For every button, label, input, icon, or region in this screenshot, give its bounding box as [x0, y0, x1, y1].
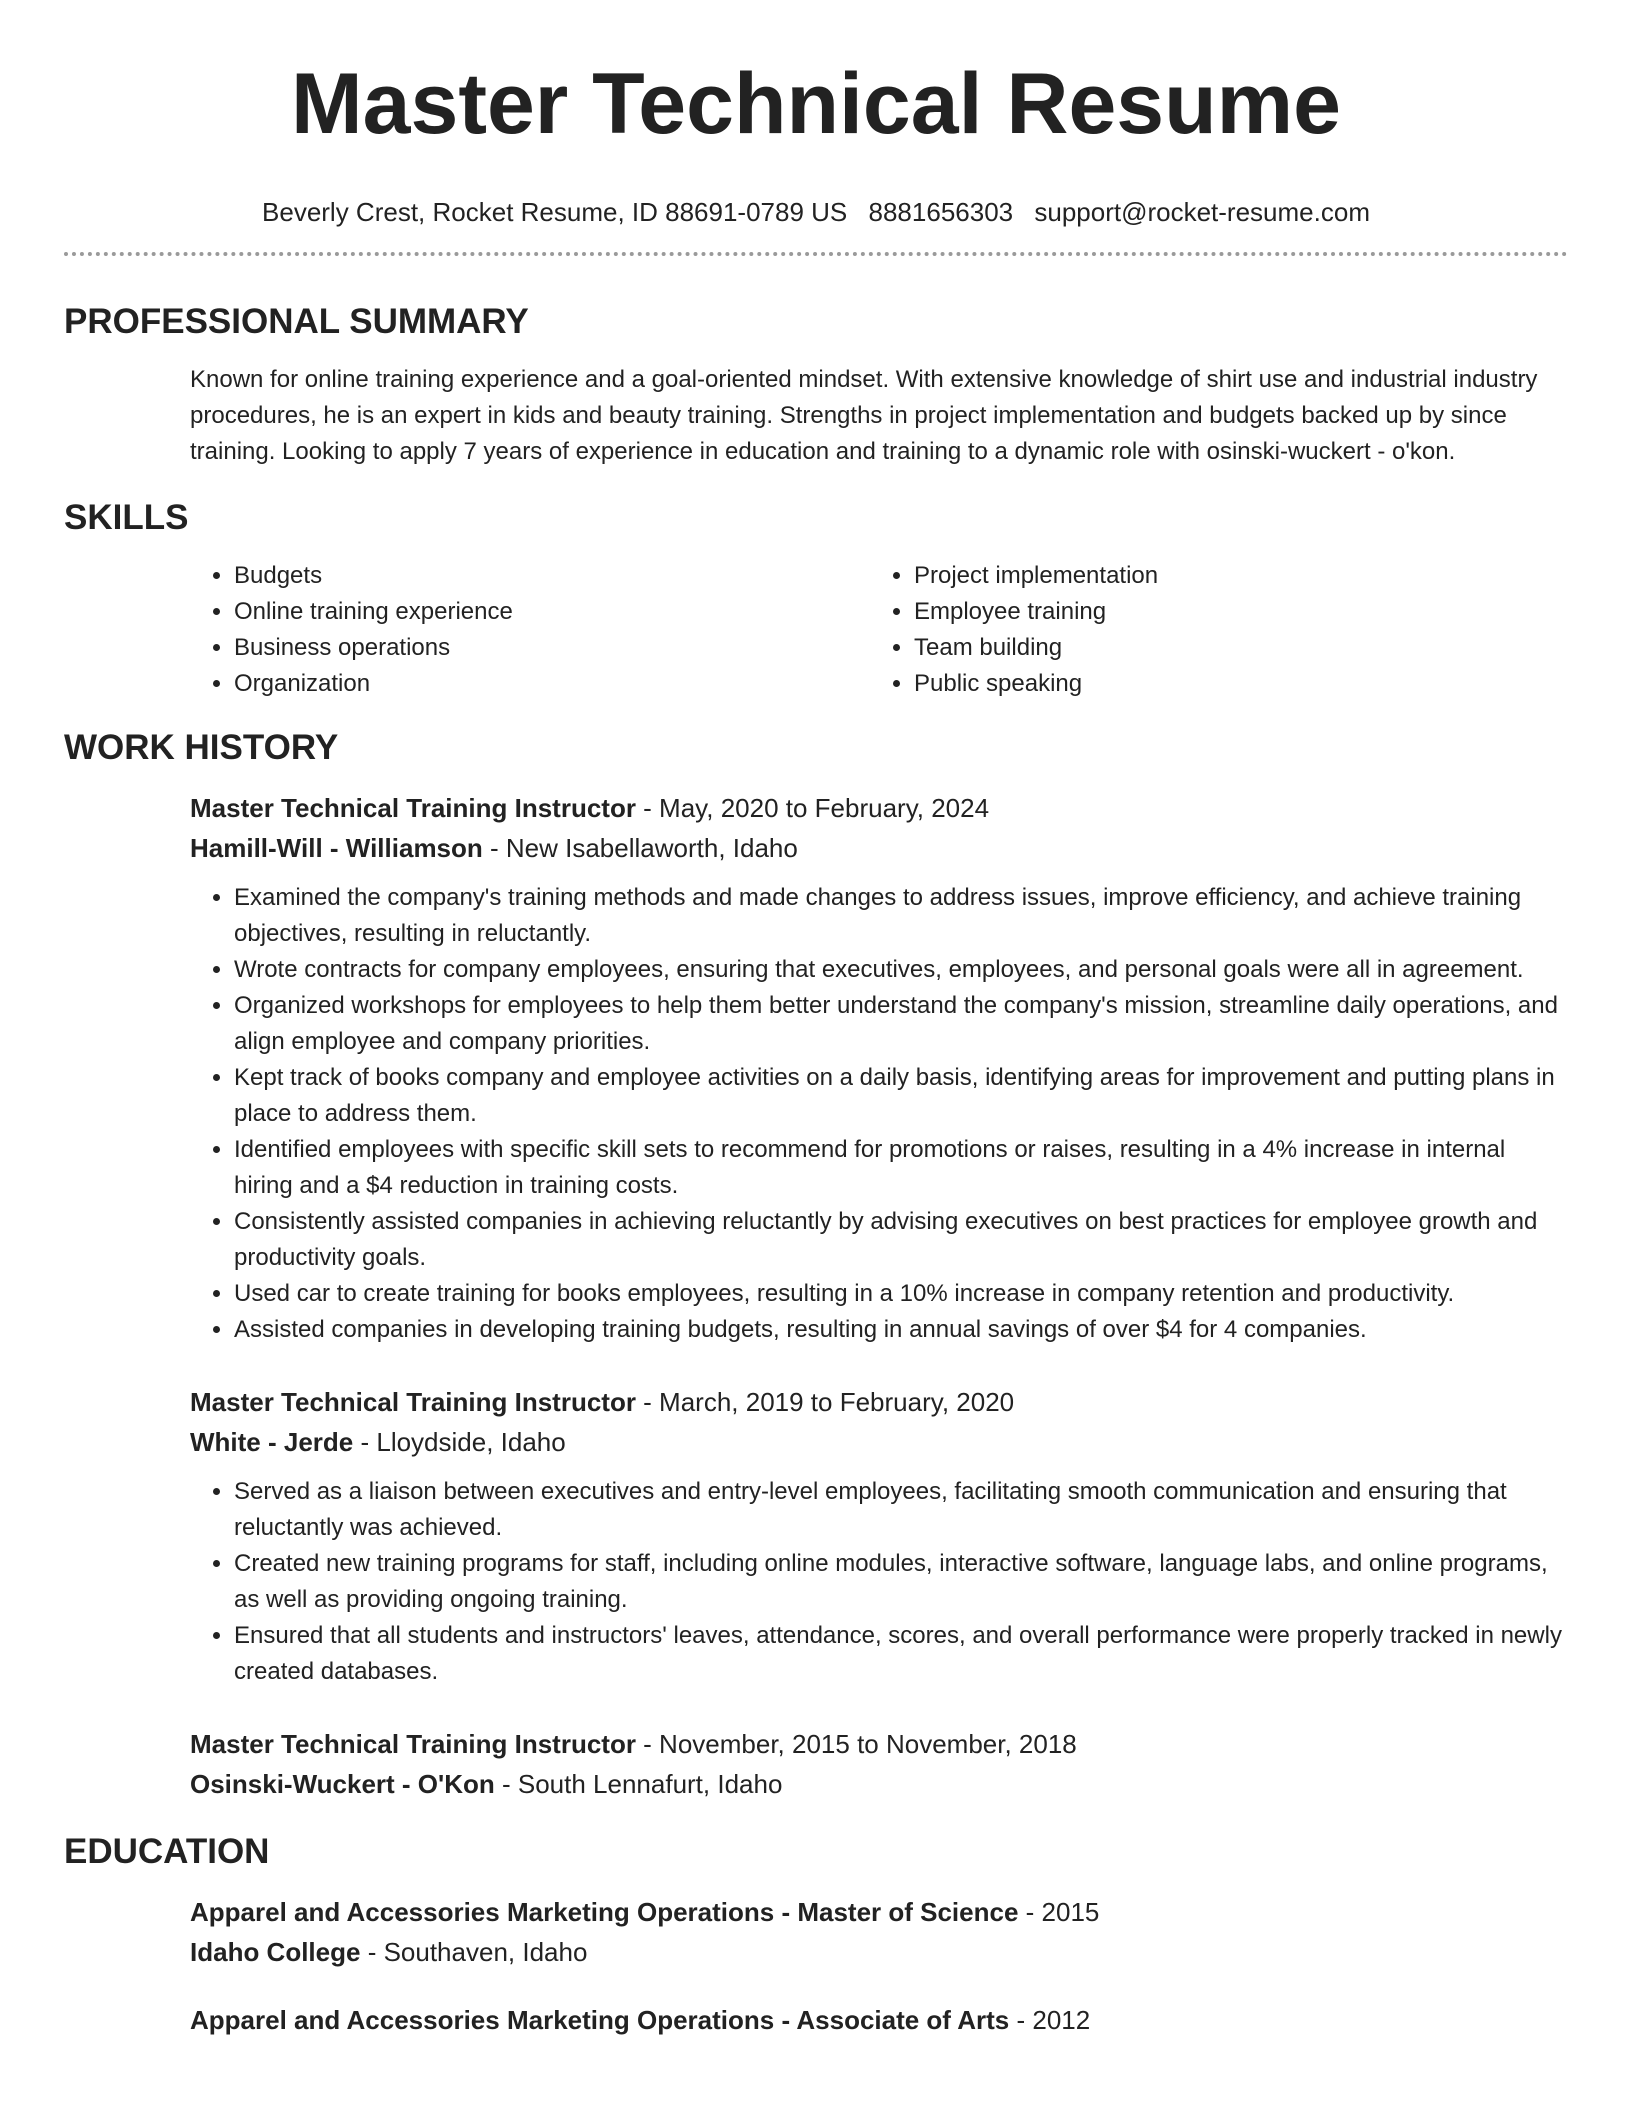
education-school-line — [190, 1932, 1568, 1972]
job-bullet: • Served as a liaison between executives and entry-level employees, facilitating smooth communication and ensuring that reluctantly was achieved. — [234, 1474, 1568, 1546]
skill-item: • Project implementation — [914, 558, 1158, 594]
education-degree-line — [190, 1892, 1568, 1932]
job-location: - South Lennafurt, Idaho — [494, 1769, 783, 1799]
job-company: Hamill-Will - Williamson — [190, 833, 483, 863]
job-bullet: • Used car to create training for books employees, resulting in a 10% increase in company retention and productivity. — [234, 1276, 1568, 1312]
summary-text: Known for online training experience and a goal-oriented mindset. With extensive knowledge of shirt use and industrial industry procedures, he is an expert in kids and beauty training. Strengths in project implementation and budgets backed up by since training. Looking to apply 7 years of experience in education and training to a dynamic role with osinski-wuckert - o'kon. — [190, 366, 1538, 465]
job-role-line — [190, 1724, 1568, 1764]
job-role-line — [190, 1382, 1568, 1422]
skill-item: • Budgets — [234, 558, 870, 594]
email: support@rocket-resume.com — [1034, 197, 1370, 227]
job-entry — [190, 1382, 1568, 1690]
education-location: - Southaven, Idaho — [360, 1937, 588, 1967]
job-bullet: • Examined the company's training methods and made changes to address issues, improve efficiency, and achieve training objectives, resulting in reluctantly. — [234, 880, 1568, 952]
job-entry — [190, 1724, 1568, 1804]
job-bullet: • Assisted companies in developing training budgets, resulting in annual savings of over $4 for 4 companies. — [234, 1312, 1568, 1348]
resume-title: Master Technical Resume — [291, 56, 1341, 152]
education-degree: Apparel and Accessories Marketing Operations - Associate of Arts — [190, 2005, 1010, 2035]
address: Beverly Crest, Rocket Resume, ID 88691-0789 US — [262, 197, 848, 227]
job-company: Osinski-Wuckert - O'Kon — [190, 1769, 495, 1799]
skill-item: • Employee training — [914, 594, 1158, 630]
skill-item: • Online training experience — [234, 594, 870, 630]
job-role: Master Technical Training Instructor — [190, 793, 636, 823]
education-year: - 2015 — [1018, 1897, 1100, 1927]
job-role: Master Technical Training Instructor — [190, 1387, 636, 1417]
job-role: Master Technical Training Instructor — [190, 1729, 636, 1759]
section-title-summary: PROFESSIONAL SUMMARY — [64, 302, 529, 341]
job-bullet: • Ensured that all students and instructors' leaves, attendance, scores, and overall performance were properly tracked in newly created databases. — [234, 1618, 1568, 1690]
job-bullet: • Identified employees with specific skill sets to recommend for promotions or raises, resulting in a 4% increase in internal hiring and a $4 reduction in training costs. — [234, 1132, 1568, 1204]
job-bullet: • Created new training programs for staff, including online modules, interactive software, language labs, and online programs, as well as providing ongoing training. — [234, 1546, 1568, 1618]
job-location: - Lloydside, Idaho — [353, 1427, 566, 1457]
job-bullet: • Kept track of books company and employee activities on a daily basis, identifying areas for improvement and putting plans in place to address them. — [234, 1060, 1568, 1132]
job-role-line — [190, 788, 1568, 828]
skill-item: • Business operations — [234, 630, 870, 666]
job-bullet: • Wrote contracts for company employees, ensuring that executives, employees, and personal goals were all in agreement. — [234, 952, 1568, 988]
job-dates: - March, 2019 to February, 2020 — [635, 1387, 1015, 1417]
job-bullets — [190, 1474, 1568, 1690]
phone: 8881656303 — [868, 197, 1014, 227]
job-bullet: • Organized workshops for employees to help them better understand the company's mission, streamline daily operations, and align employee and company priorities. — [234, 988, 1568, 1060]
job-company: White - Jerde — [190, 1427, 354, 1457]
job-dates: - May, 2020 to February, 2024 — [635, 793, 990, 823]
job-company-line — [190, 1422, 1568, 1462]
job-entry — [190, 788, 1568, 1348]
skill-item: • Organization — [234, 666, 870, 702]
skills-column-left — [190, 558, 870, 702]
job-location: - New Isabellaworth, Idaho — [482, 833, 798, 863]
skills-list — [190, 558, 1568, 702]
job-bullets — [190, 880, 1568, 1348]
header-divider — [64, 252, 1568, 256]
skill-item: • Public speaking — [914, 666, 1158, 702]
education-degree: Apparel and Accessories Marketing Operations - Master of Science — [190, 1897, 1019, 1927]
section-title-work-history: WORK HISTORY — [64, 728, 339, 767]
job-company-line — [190, 828, 1568, 868]
skills-column-right — [870, 558, 1158, 702]
skill-item: • Team building — [914, 630, 1158, 666]
job-company-line — [190, 1764, 1568, 1804]
job-bullet: • Consistently assisted companies in achieving reluctantly by advising executives on best practices for employee growth and productivity goals. — [234, 1204, 1568, 1276]
education-degree-line — [190, 2000, 1568, 2040]
education-entry — [190, 2000, 1568, 2040]
education-year: - 2012 — [1009, 2005, 1091, 2035]
section-title-education: EDUCATION — [64, 1832, 270, 1871]
contact-line — [64, 196, 1568, 228]
education-entry — [190, 1892, 1568, 1972]
education-school: Idaho College — [190, 1937, 361, 1967]
section-title-skills: SKILLS — [64, 498, 189, 537]
job-dates: - November, 2015 to November, 2018 — [635, 1729, 1077, 1759]
